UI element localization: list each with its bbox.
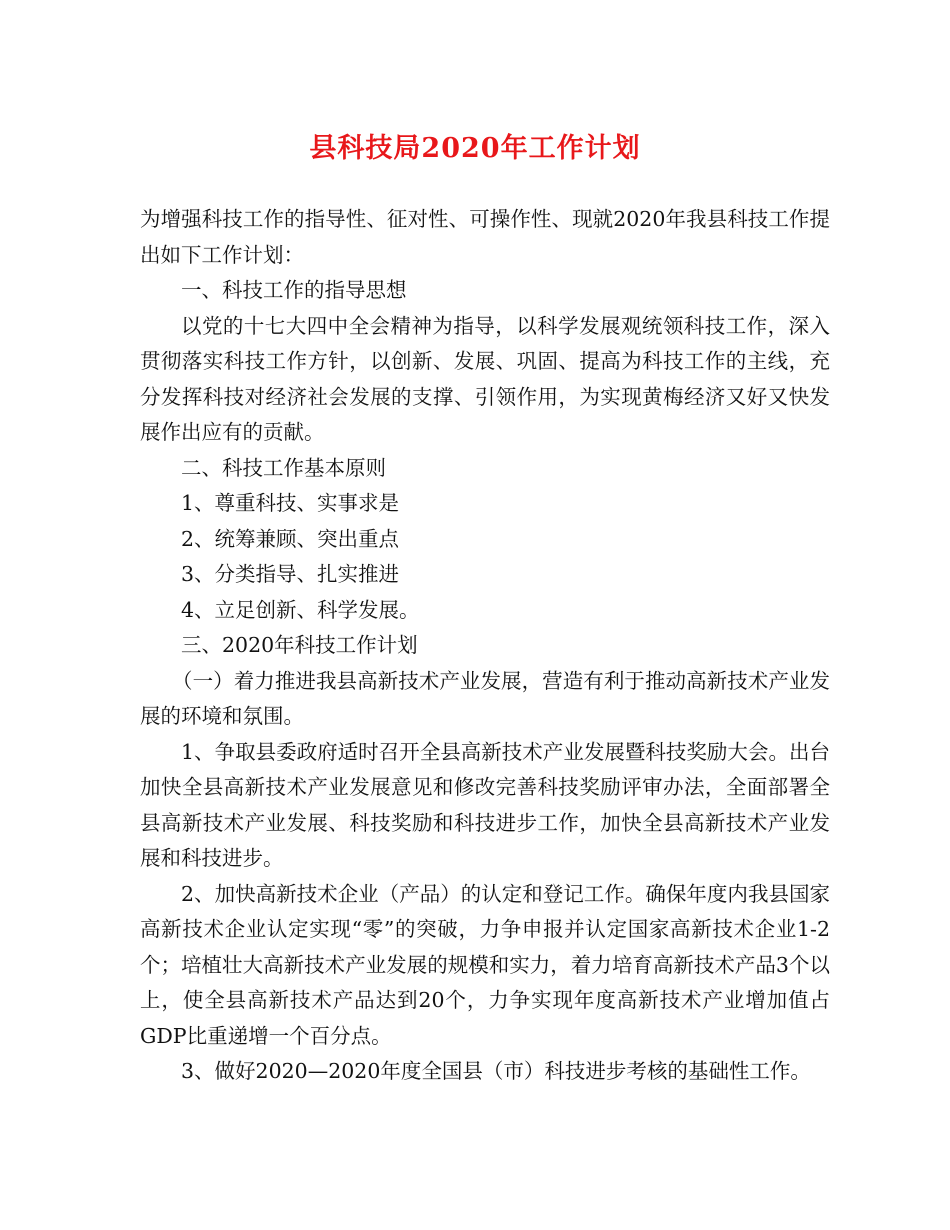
plan-item: 1、争取县委政府适时召开全县高新技术产业发展暨科技奖励大会。出台加快全县高新技术产业发展意见和修改完善科技奖励评审办法，全面部署全县高新技术产业发展、科技奖励和科技进步工作，加快全县高新技术产业发展和科技进步。	[140, 739, 830, 870]
plan-item: 2、加快高新技术企业（产品）的认定和登记工作。确保年度内我县国家高新技术企业认定实现“零”的突破，力争申报并认定国家高新技术企业1-2个；培植壮大高新技术产业发展的规模和实力，着力培育高新技术产品3个以上，使全县高新技术产品达到20个，力争实现年度高新技术产业增加值占GDP比重递增一个百分点。	[140, 881, 830, 1048]
principle-item: 2、统筹兼顾、突出重点	[181, 526, 400, 551]
subsection-heading: （一）着力推进我县高新技术产业发展，营造有利于推动高新技术产业发展的环境和氛围。	[140, 668, 830, 728]
section-heading-3: 三、2020年科技工作计划	[181, 633, 418, 657]
document-body	[140, 202, 830, 1090]
principle-item: 4、立足创新、科学发展。	[181, 597, 420, 622]
body-paragraph: 以党的十七大四中全会精神为指导，以科学发展观统领科技工作，深入贯彻落实科技工作方针，以创新、发展、巩固、提高为科技工作的主线，充分发挥科技对经济社会发展的支撑、引领作用，为实现黄梅经济又好又快发展作出应有的贡献。	[140, 313, 830, 444]
intro-paragraph: 为增强科技工作的指导性、征对性、可操作性、现就2020年我县科技工作提出如下工作计划：	[140, 207, 830, 267]
plan-item: 3、做好2020—2020年度全国县（市）科技进步考核的基础性工作。	[181, 1059, 811, 1083]
principle-item: 1、尊重科技、实事求是	[181, 491, 400, 515]
section-heading-1: 一、科技工作的指导思想	[181, 278, 407, 302]
section-heading-2: 二、科技工作基本原则	[181, 455, 386, 480]
document-title: 县科技局2020年工作计划	[309, 133, 641, 164]
principle-item: 3、分类指导、扎实推进	[181, 562, 400, 586]
